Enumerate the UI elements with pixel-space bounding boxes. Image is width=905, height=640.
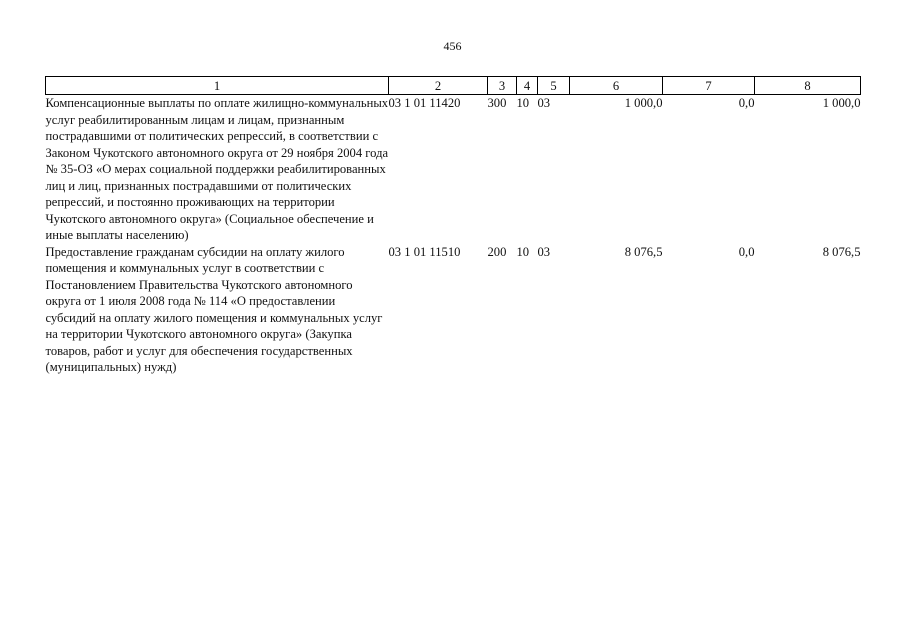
column-header-5: 5	[538, 77, 570, 95]
row-section: 10	[516, 244, 530, 259]
row-target-code: 03 1 01 11510	[388, 244, 461, 259]
row-expense-type: 200	[487, 244, 507, 259]
row-target-code: 03 1 01 11420	[388, 96, 461, 110]
row-section: 10	[516, 96, 530, 110]
column-header-1: 1	[46, 77, 389, 95]
table-row	[46, 95, 861, 244]
row-description: Компенсационные выплаты по оплате жилищно-коммунальных услуг реабилитированным лицам и лицам, признанным пострадавшими от политических репрессий, в соответствии с Законом Чукотского автономного округа от 29 ноября 2004 года № 35-ОЗ «О мерах социальной поддержки реабилитированных лиц и лиц, признанных пострадавшими от политических репрессий, и постоянно проживающих на территории Чукотского автономного округа» (Социальное обеспечение и иные выплаты населению)	[45, 96, 389, 242]
row-subsection: 03	[537, 244, 551, 259]
row-expense-type: 300	[487, 96, 507, 110]
table-header-row	[46, 77, 861, 95]
column-header-6: 6	[570, 77, 663, 95]
column-header-7: 7	[663, 77, 755, 95]
column-header-4: 4	[517, 77, 538, 95]
row-amount-col7: 0,0	[738, 96, 755, 110]
row-amount-col6: 1 000,0	[624, 96, 663, 110]
row-subsection: 03	[537, 96, 551, 110]
row-amount-col8: 1 000,0	[822, 96, 861, 110]
column-header-3: 3	[488, 77, 517, 95]
row-amount-col8: 8 076,5	[822, 244, 861, 259]
row-amount-col6: 8 076,5	[624, 244, 663, 259]
row-amount-col7: 0,0	[738, 244, 755, 259]
column-header-2: 2	[389, 77, 488, 95]
page-number: 456	[443, 39, 462, 53]
column-header-8: 8	[755, 77, 861, 95]
budget-table	[45, 76, 861, 376]
table-row	[46, 244, 861, 376]
row-description: Предоставление гражданам субсидии на оплату жилого помещения и коммунальных услуг в соответствии с Постановлением Правительства Чукотского автономного округа от 1 июля 2008 года № 114 «О предоставлении субсидий на оплату жилого помещения и коммунальных услуг на территории Чукотского автономного округа» (Закупка товаров, работ и услуг для обеспечения государственных (муниципальных) нужд)	[45, 244, 383, 374]
